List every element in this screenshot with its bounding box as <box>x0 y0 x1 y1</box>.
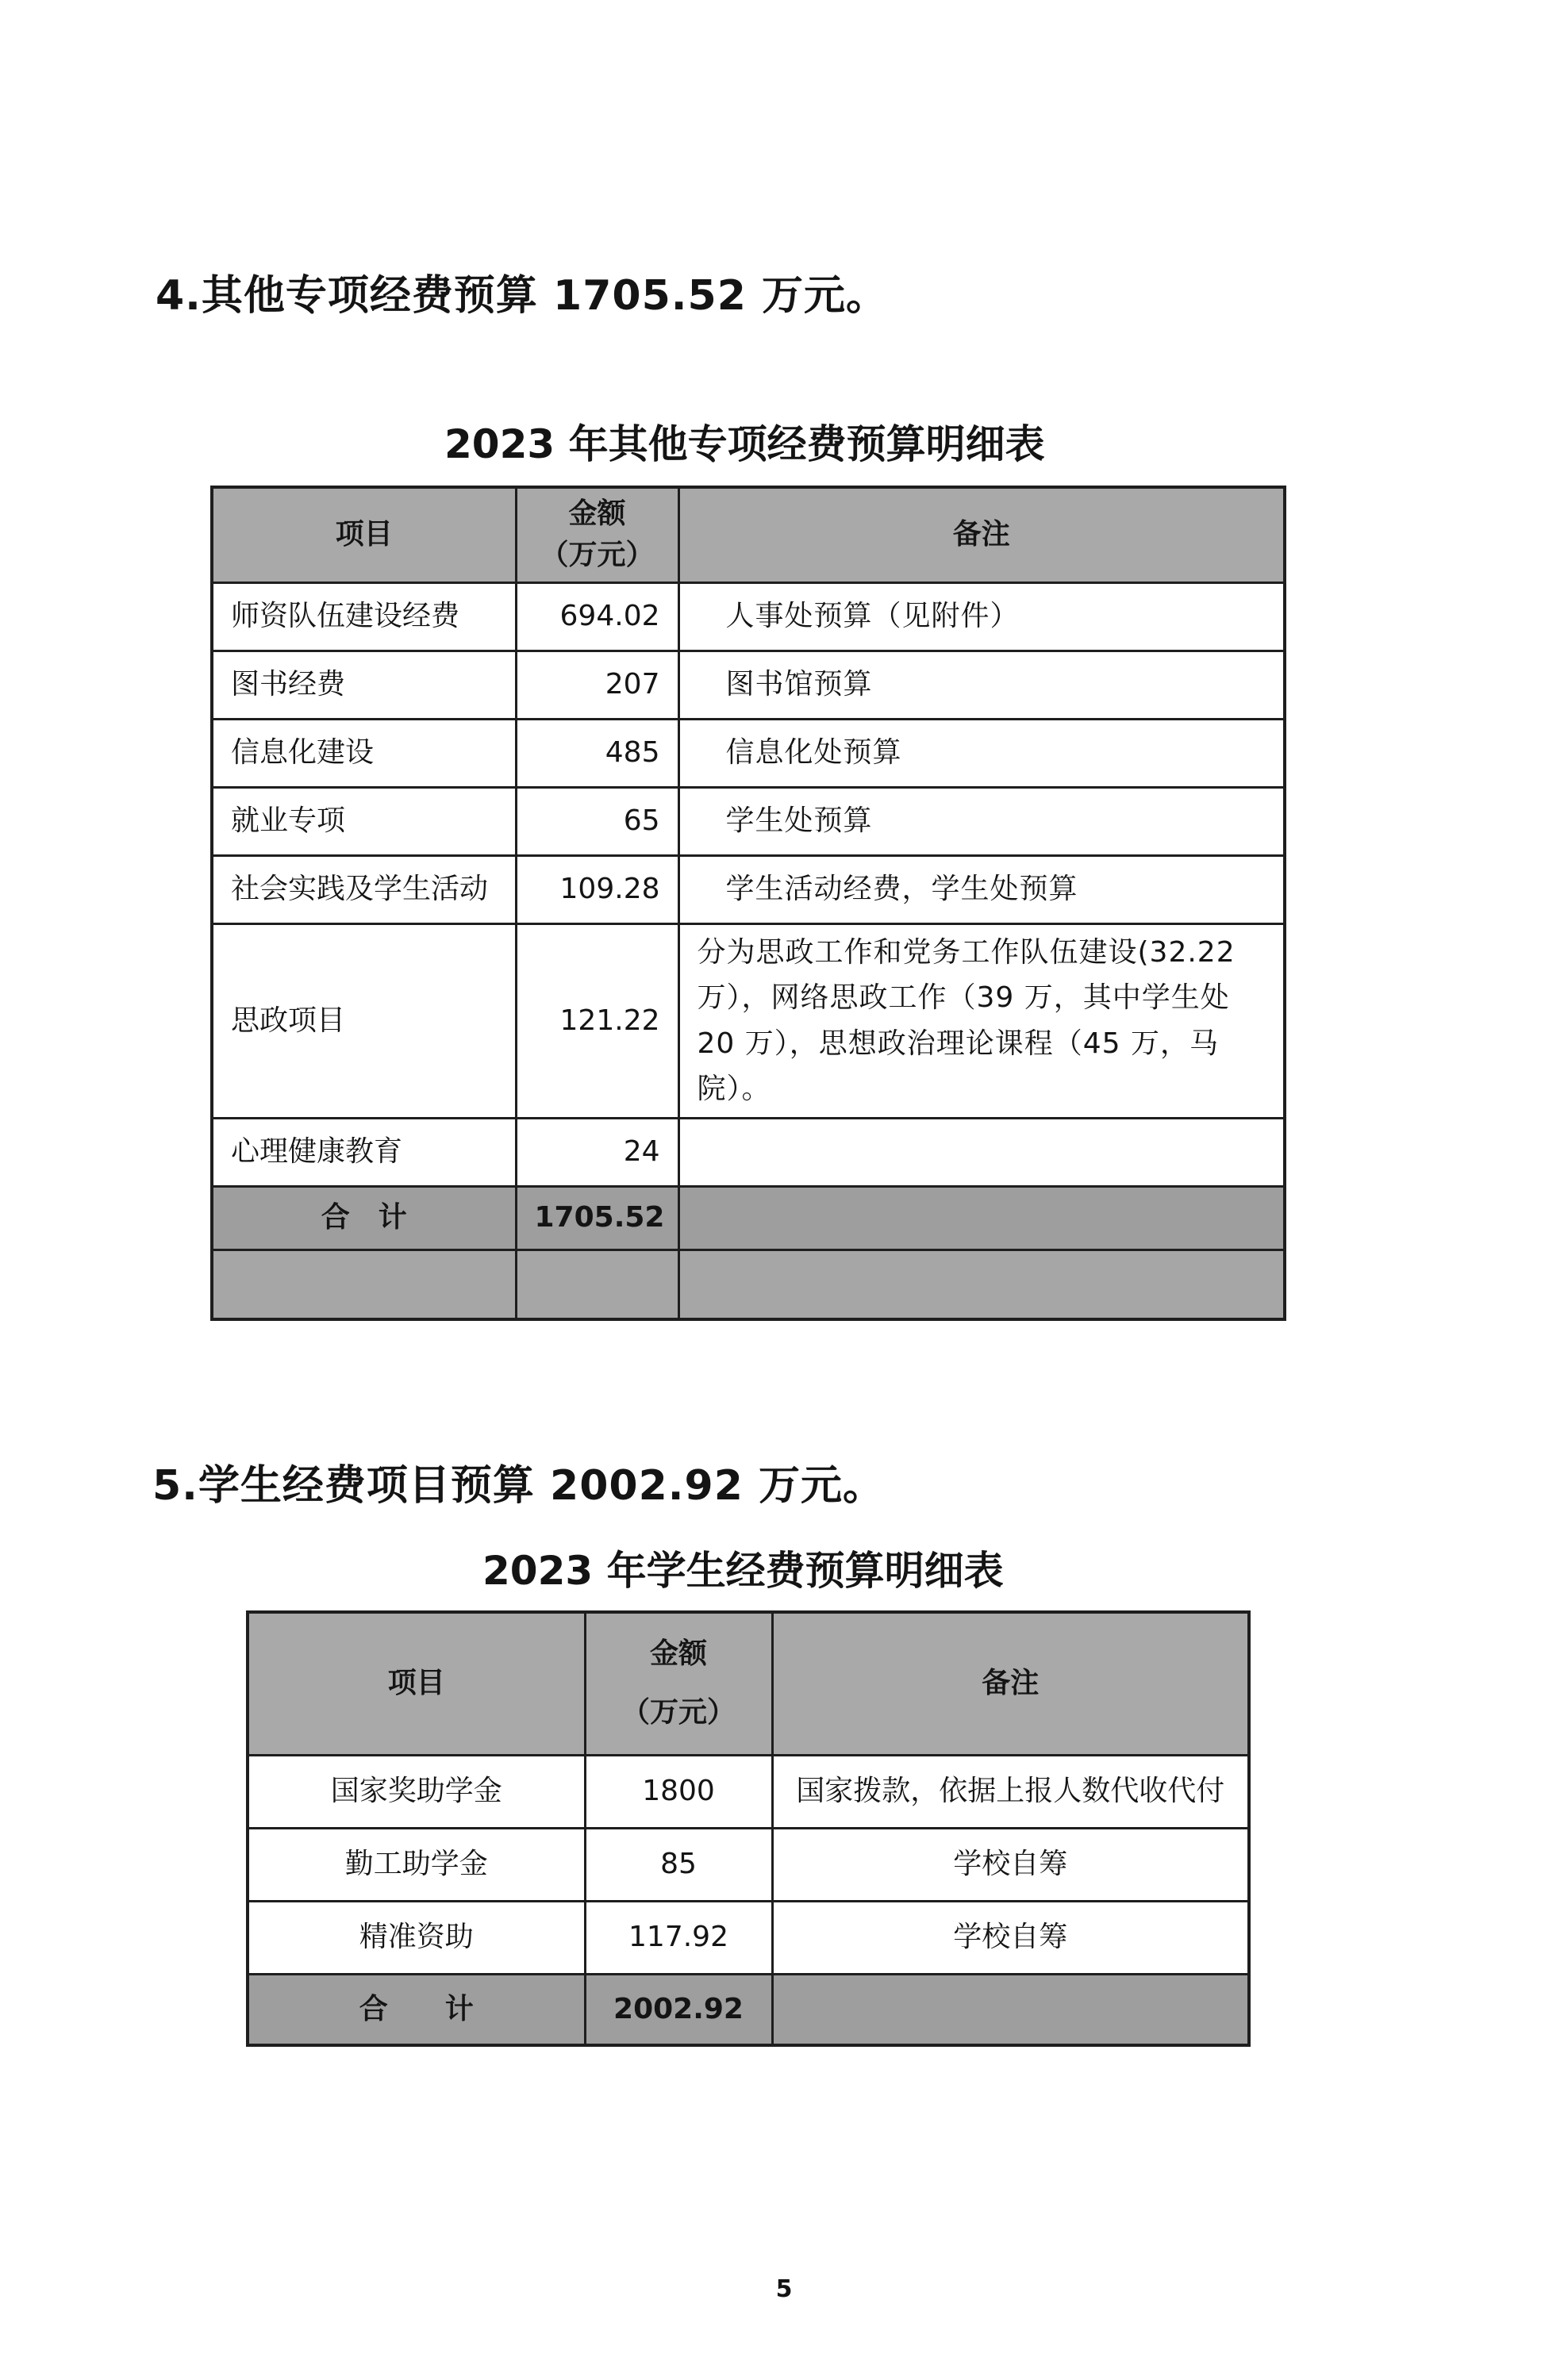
total-amount: 2002.92 <box>585 1974 772 2045</box>
header-amount <box>585 1612 772 1755</box>
row-amount: 1800 <box>585 1755 772 1828</box>
empty-cell <box>212 1250 516 1319</box>
empty-cell <box>516 1250 678 1319</box>
row-note: 学校自筹 <box>772 1901 1249 1974</box>
row-item: 信息化建设 <box>212 719 516 787</box>
row-amount: 694.02 <box>516 582 678 651</box>
row-note: 学校自筹 <box>772 1828 1249 1901</box>
row-amount: 24 <box>516 1118 678 1186</box>
row-note: 人事处预算（见附件） <box>678 582 1285 651</box>
header-amount-line1: 金额 <box>568 497 626 531</box>
total-row <box>248 1974 1249 2045</box>
row-note: 学生活动经费，学生处预算 <box>678 855 1285 923</box>
total-note <box>678 1186 1285 1250</box>
total-label: 合 计 <box>212 1186 516 1250</box>
row-amount: 117.92 <box>585 1901 772 1974</box>
table-row <box>212 719 1285 787</box>
other-special-funds-table <box>210 486 1286 1321</box>
page-number: 5 <box>775 2275 793 2303</box>
table-row <box>212 1118 1285 1186</box>
header-item: 项目 <box>248 1612 585 1755</box>
header-note: 备注 <box>772 1612 1249 1755</box>
row-note <box>678 1118 1285 1186</box>
table-row <box>212 923 1285 1118</box>
table-row <box>212 787 1285 855</box>
row-amount: 485 <box>516 719 678 787</box>
table-row <box>212 582 1285 651</box>
row-amount: 65 <box>516 787 678 855</box>
row-item: 国家奖助学金 <box>248 1755 585 1828</box>
table-row <box>212 651 1285 719</box>
total-label: 合 计 <box>248 1974 585 2045</box>
table-row <box>248 1755 1249 1828</box>
header-amount-line2: （万元） <box>621 1696 736 1729</box>
table-row <box>212 855 1285 923</box>
row-item: 精准资助 <box>248 1901 585 1974</box>
table-row <box>248 1901 1249 1974</box>
row-note: 图书馆预算 <box>678 651 1285 719</box>
row-item: 图书经费 <box>212 651 516 719</box>
header-amount <box>516 487 678 582</box>
row-note: 学生处预算 <box>678 787 1285 855</box>
row-amount: 109.28 <box>516 855 678 923</box>
row-item: 师资队伍建设经费 <box>212 582 516 651</box>
student-funds-table <box>246 1610 1251 2047</box>
section-4-heading: 4.其他专项经费预算 1705.52 万元。 <box>156 272 888 320</box>
row-amount: 207 <box>516 651 678 719</box>
table-2-title: 2023 年学生经费预算明细表 <box>482 1548 1004 1594</box>
header-amount-line1: 金额 <box>649 1637 707 1671</box>
empty-cell <box>678 1250 1285 1319</box>
section-5-heading: 5.学生经费项目预算 2002.92 万元。 <box>152 1462 885 1510</box>
row-amount: 121.22 <box>516 923 678 1118</box>
row-note: 国家拨款，依据上报人数代收代付 <box>772 1755 1249 1828</box>
table-header-row <box>212 487 1285 582</box>
total-amount: 1705.52 <box>516 1186 678 1250</box>
total-note <box>772 1974 1249 2045</box>
row-note: 分为思政工作和党务工作队伍建设(32.22 万），网络思政工作（39 万，其中学生处 20 万），思想政治理论课程（45 万，马院）。 <box>678 923 1285 1118</box>
row-item: 心理健康教育 <box>212 1118 516 1186</box>
row-amount: 85 <box>585 1828 772 1901</box>
total-row <box>212 1186 1285 1250</box>
empty-row <box>212 1250 1285 1319</box>
table-1-title: 2023 年其他专项经费预算明细表 <box>444 421 1045 467</box>
row-item: 社会实践及学生活动 <box>212 855 516 923</box>
header-item: 项目 <box>212 487 516 582</box>
table-row <box>248 1828 1249 1901</box>
header-amount-line2: （万元） <box>540 539 655 572</box>
row-note: 信息化处预算 <box>678 719 1285 787</box>
row-item: 就业专项 <box>212 787 516 855</box>
row-item: 勤工助学金 <box>248 1828 585 1901</box>
header-note: 备注 <box>678 487 1285 582</box>
row-item: 思政项目 <box>212 923 516 1118</box>
table-header-row <box>248 1612 1249 1755</box>
